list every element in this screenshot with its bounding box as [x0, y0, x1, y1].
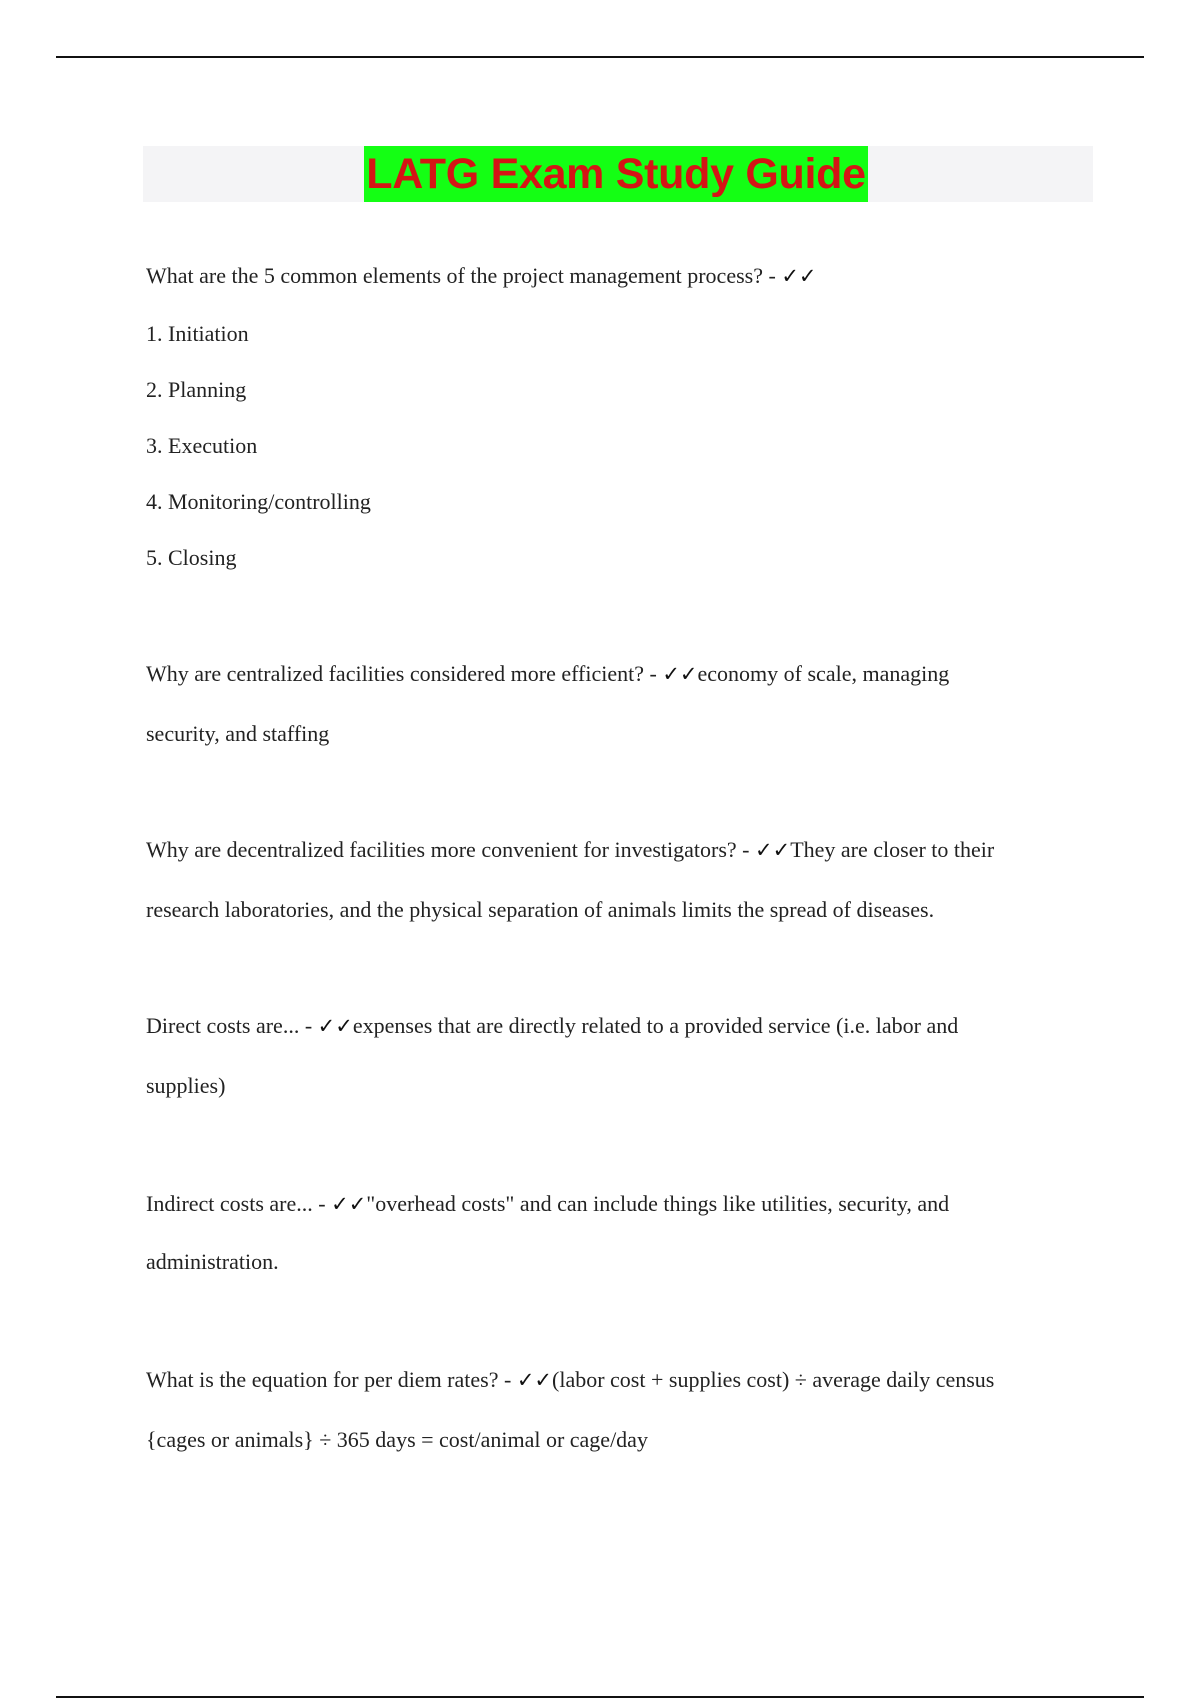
qa-3-answer-continued: research laboratories, and the physical separation of animals limits the spread of diseases.	[146, 897, 935, 922]
check-mark-icon: ✓✓	[781, 264, 817, 288]
qa-5-question-line	[146, 1190, 949, 1218]
qa-3-question: Why are decentralized facilities more convenient for investigators? -	[146, 837, 756, 862]
qa-6-question: What is the equation for per diem rates? -	[146, 1367, 517, 1392]
qa-2-question-line	[146, 660, 949, 688]
qa-4-answer-continued: supplies)	[146, 1073, 226, 1098]
qa-4-answer: expenses that are directly related to a provided service (i.e. labor and	[352, 1013, 959, 1038]
qa-1-question-line	[146, 262, 817, 290]
check-mark-icon: ✓✓	[755, 838, 791, 862]
qa-2-answer-continued: security, and staffing	[146, 721, 330, 746]
title-band	[143, 146, 1093, 202]
qa-5-answer: "overhead costs" and can include things like utilities, security, and	[366, 1191, 950, 1216]
qa-4-question: Direct costs are... -	[146, 1013, 318, 1038]
qa-1-answer-item-4: 4. Monitoring/controlling	[146, 489, 371, 514]
qa-2-question: Why are centralized facilities considered more efficient? -	[146, 661, 663, 686]
qa-1-answer-item-1: 1. Initiation	[146, 321, 249, 346]
qa-1-answer-item-3: 3. Execution	[146, 433, 258, 458]
qa-2-answer: economy of scale, managing	[697, 661, 950, 686]
document-title: LATG Exam Study Guide	[364, 146, 867, 202]
qa-1-answer-item-5: 5. Closing	[146, 545, 237, 570]
qa-3-question-line	[146, 836, 994, 864]
check-mark-icon: ✓✓	[317, 1014, 353, 1038]
qa-1-question: What are the 5 common elements of the project management process? -	[146, 263, 782, 288]
check-mark-icon: ✓✓	[516, 1368, 553, 1392]
qa-5-answer-continued: administration.	[146, 1249, 279, 1274]
qa-6-answer: (labor cost + supplies cost) ÷ average daily census	[552, 1367, 995, 1392]
qa-6-question-line	[146, 1366, 994, 1394]
qa-3-answer: They are closer to their	[790, 837, 995, 862]
bottom-rule	[56, 1696, 1144, 1698]
qa-1-answer-item-2: 2. Planning	[146, 377, 247, 402]
qa-6-answer-continued: {cages or animals} ÷ 365 days = cost/animal or cage/day	[146, 1427, 648, 1452]
qa-5-question: Indirect costs are... -	[146, 1191, 332, 1216]
check-mark-icon: ✓✓	[662, 662, 698, 686]
check-mark-icon: ✓✓	[331, 1192, 367, 1216]
top-rule	[56, 56, 1144, 58]
qa-4-question-line	[146, 1012, 958, 1040]
